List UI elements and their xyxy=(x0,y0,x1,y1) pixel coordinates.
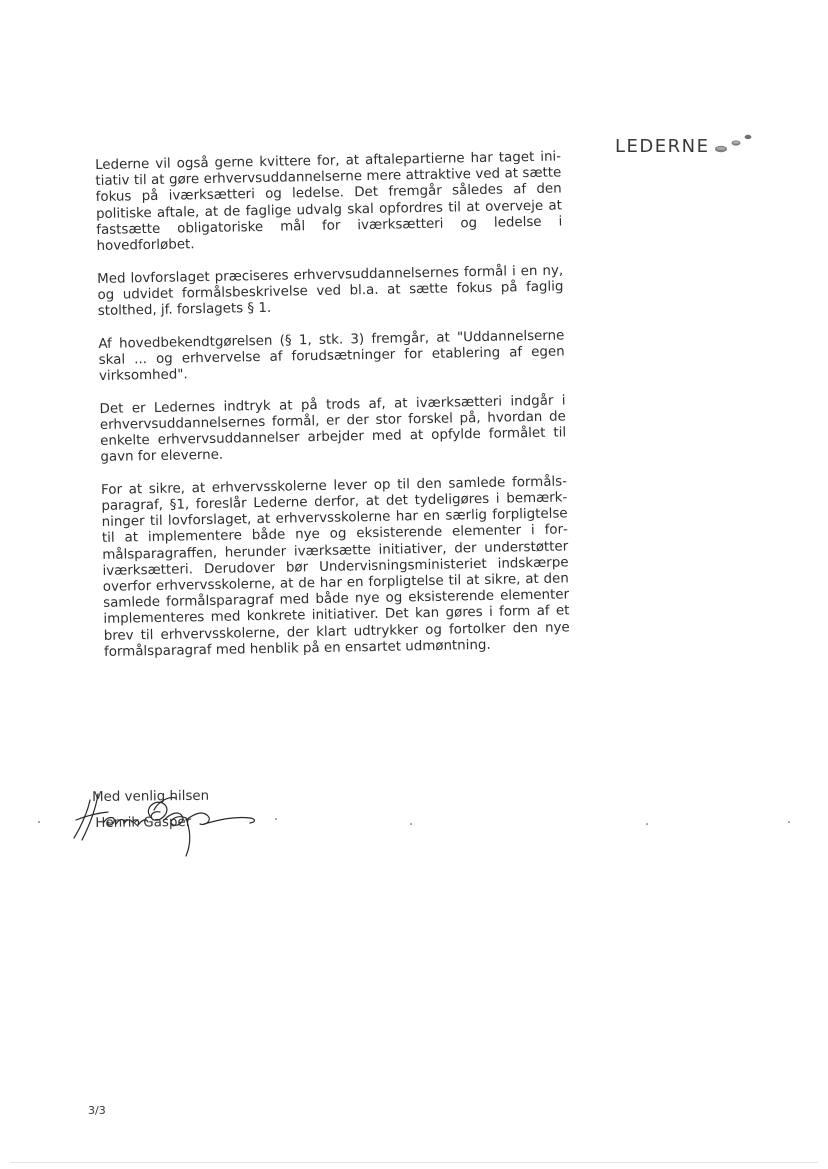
scan-speck xyxy=(646,823,648,825)
scan-speck xyxy=(788,821,790,823)
signatory-name: Henrik Gasper xyxy=(95,814,192,831)
closing-greeting: Med venlig hilsen xyxy=(92,788,210,805)
scan-speck xyxy=(410,823,412,825)
paragraph-1: Lederne vil også gerne kvittere for, at aftalepartierne har taget initiativ til at gøre erhvervsuddannelserne mere attraktive ved at sætte fokus på iværksætteri og ledelse. Det fremgår således af den politiske aftale, at de faglige udvalg skal opfordres til at overveje at fastsætte obligatoriske mål for iværksætteri og ledelse i hovedforløbet. xyxy=(95,149,563,254)
page-number: 3/3 xyxy=(88,1104,106,1117)
paragraph-5: For at sikre, at erhvervsskolerne lever op til den samlede formålsparagraf, §1, foreslår Lederne derfor, at det tydeligøres i bemærkninger til lovforslaget, at erhvervsskolerne har en særlig forpligtelse til at implementere både nye og eksisterende elementer i formålsparagraffen, herunder iværksætte initiativer, der understøtter iværksætteri. Derudover bør Undervisningsministeriet indskærpe overfor erhvervsskolerne, at de har en forpligtelse til at sikre, at den samlede formålsparagraf med både nye og eksisterende elementer implementeres med konkrete initiativer. Det kan gøres i form af et brev til erhvervsskolerne, der klart udtrykker og fortolker den nye formålsparagraf med henblik på en ensartet udmøntning. xyxy=(100,474,570,660)
letter-body xyxy=(95,149,570,677)
scan-speck xyxy=(275,818,277,820)
logo-wordmark: LEDERNE xyxy=(615,136,710,157)
handwritten-signature xyxy=(68,780,268,860)
paragraph-4: Det er Ledernes indtryk at på trods af, at iværksætteri indgår i erhvervsuddannelsernes formål, er der stor forskel på, hvordan de enkelte erhvervsuddannelser arbejder med at opfylde formålet til gavn for eleverne. xyxy=(99,393,567,466)
logo-dots-icon xyxy=(711,132,761,156)
lederne-logo xyxy=(615,132,761,156)
scan-speck xyxy=(38,821,40,823)
paragraph-3: Af hovedbekendtgørelsen (§ 1, stk. 3) fremgår, at "Uddannelserne skal ... og erhvervelse af forudsætninger for etablering af egen virksomhed". xyxy=(98,328,565,384)
scan-edge-line xyxy=(10,1162,818,1163)
paragraph-2: Med lovforslaget præciseres erhvervsuddannelsernes formål i en ny, og udvidet formålsbeskrivelse ved bl.a. at sætte fokus på faglig stolthed, jf. forslagets § 1. xyxy=(97,263,564,319)
